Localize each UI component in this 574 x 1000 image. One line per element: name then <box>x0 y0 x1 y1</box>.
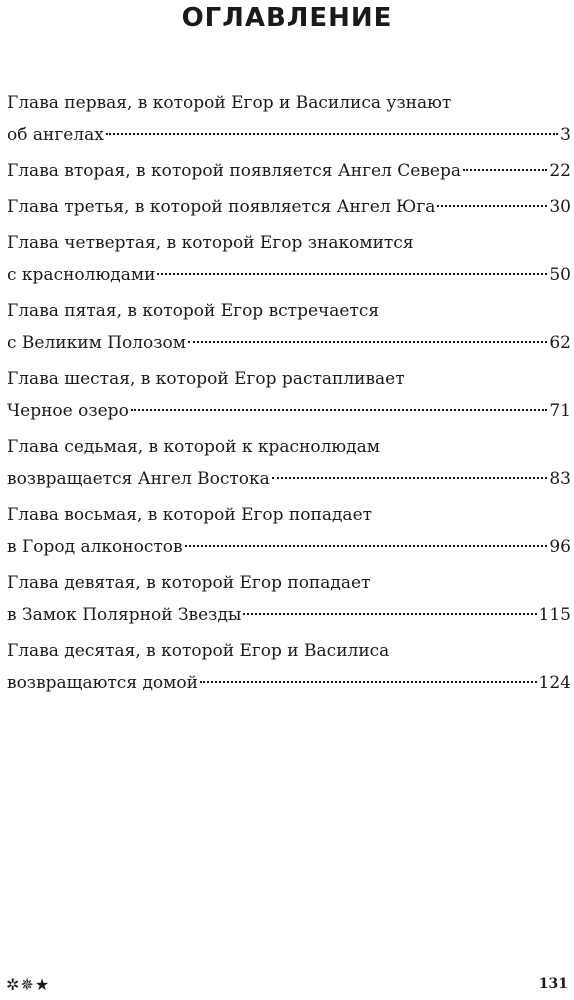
toc-entry <box>7 155 571 187</box>
toc-page-number: 22 <box>549 161 571 181</box>
page-number: 131 <box>538 976 568 992</box>
toc-entry-title-end: Глава третья, в которой появляется Ангел Юга <box>7 197 436 217</box>
dot-leader <box>185 545 548 547</box>
toc-page-number: 62 <box>549 333 571 353</box>
toc-entry-title-line: Глава шестая, в которой Егор растапливает <box>7 369 405 389</box>
toc-entry-title-line: Глава восьмая, в которой Егор попадает <box>7 505 373 525</box>
toc-entry-title-line: Глава пятая, в которой Егор встречается <box>7 301 380 321</box>
toc-page-number: 124 <box>538 673 571 693</box>
toc-entry-title-end: с краснолюдами <box>7 265 156 285</box>
toc-entry-title-end: Черное озеро <box>7 401 129 421</box>
page-title: ОГЛАВЛЕНИЕ <box>181 3 393 33</box>
ornament-icon: ✲✵★ <box>6 975 51 994</box>
toc-page-number: 50 <box>549 265 571 285</box>
toc-entry-title-end: возвращаются домой <box>7 673 198 693</box>
toc-entry-title-end: об ангелах <box>7 125 104 145</box>
toc-entry <box>7 363 571 427</box>
dot-leader <box>463 169 547 171</box>
toc-entry-title-line: Глава седьмая, в которой к краснолюдам <box>7 437 381 457</box>
dot-leader <box>157 273 547 275</box>
toc-entry <box>7 567 571 631</box>
toc-entry <box>7 87 571 151</box>
dot-leader <box>131 409 548 411</box>
dot-leader <box>106 133 558 135</box>
toc-entry-title-line: Глава десятая, в которой Егор и Василиса <box>7 641 390 661</box>
toc-entry <box>7 191 571 223</box>
toc-page-number: 71 <box>549 401 571 421</box>
toc-entry <box>7 635 571 699</box>
toc-entry <box>7 431 571 495</box>
toc-entry-title-end: в Замок Полярной Звезды <box>7 605 242 625</box>
dot-leader <box>188 341 547 343</box>
toc-page-number: 96 <box>549 537 571 557</box>
toc-entry-title-end: Глава вторая, в которой появляется Ангел Севера <box>7 161 461 181</box>
dot-leader <box>437 205 547 207</box>
toc-page-number: 3 <box>560 125 571 145</box>
toc-page-number: 30 <box>549 197 571 217</box>
toc-entry <box>7 499 571 563</box>
dot-leader <box>272 477 548 479</box>
toc-entry-title-line: Глава четвертая, в которой Егор знакомится <box>7 233 414 253</box>
dot-leader <box>200 681 537 683</box>
toc-entry <box>7 227 571 291</box>
toc-entry-title-end: в Город алконостов <box>7 537 183 557</box>
toc-page-number: 83 <box>549 469 571 489</box>
toc-page-number: 115 <box>538 605 571 625</box>
toc-entry-title-line: Глава первая, в которой Егор и Василиса узнают <box>7 93 452 113</box>
toc-entry <box>7 295 571 359</box>
toc-entry-title-end: возвращается Ангел Востока <box>7 469 270 489</box>
toc-entry-title-line: Глава девятая, в которой Егор попадает <box>7 573 371 593</box>
dot-leader <box>243 613 536 615</box>
table-of-contents <box>7 87 571 703</box>
toc-entry-title-end: с Великим Полозом <box>7 333 187 353</box>
